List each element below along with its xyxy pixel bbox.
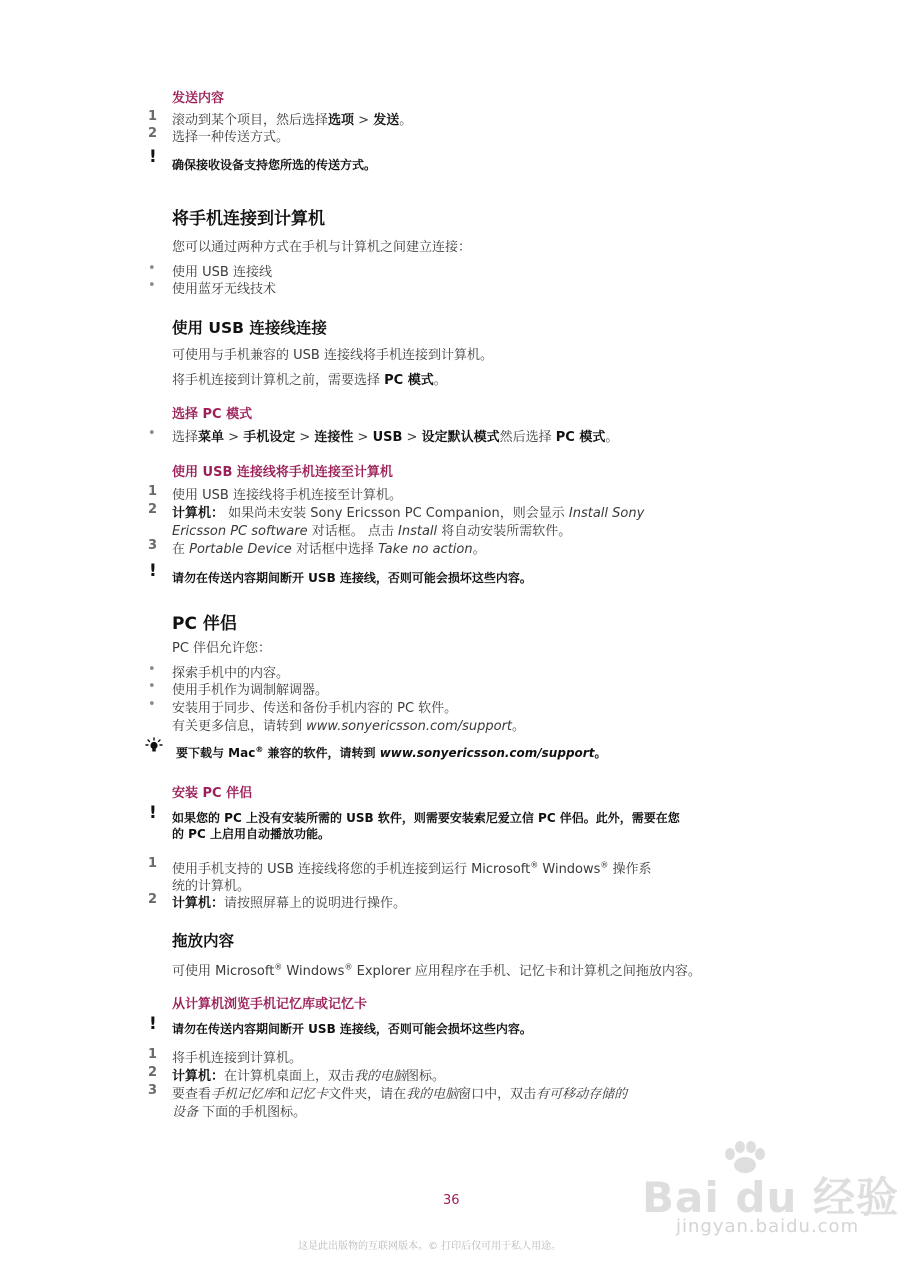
install-step-2: 计算机：请按照屏幕上的说明进行操作。 bbox=[172, 896, 407, 911]
browse-heading: 从计算机浏览手机记忆库或记忆卡 bbox=[172, 997, 368, 1012]
usbconn-step-1: 使用 USB 连接线将手机连接至计算机。 bbox=[172, 488, 402, 503]
pc-intro: PC 伴侣允许您： bbox=[172, 641, 272, 656]
step-number: 1 bbox=[148, 1047, 158, 1062]
step-number: 1 bbox=[148, 484, 158, 499]
pc-bullet-3: 安装用于同步、传送和备份手机内容的 PC 软件。 bbox=[172, 701, 458, 716]
exclamation-icon: ! bbox=[149, 147, 157, 167]
install-step-1-line-2: 统的计算机。 bbox=[172, 879, 251, 894]
pc-bullet-2: 使用手机作为调制解调器。 bbox=[172, 683, 329, 698]
usb-paragraph-1: 可使用与手机兼容的 USB 连接线将手机连接到计算机。 bbox=[172, 348, 493, 363]
bullet: • bbox=[148, 662, 156, 677]
bullet: • bbox=[148, 697, 156, 712]
page-footer: 这是此出版物的互联网版本。© 打印后仅可用于私人用途。 bbox=[298, 1241, 562, 1252]
step-number: 1 bbox=[148, 856, 158, 871]
bullet: • bbox=[148, 261, 156, 276]
install-note-line-2: 的 PC 上启用自动播放功能。 bbox=[172, 827, 330, 841]
pc-bullet-1: 探索手机中的内容。 bbox=[172, 666, 290, 681]
pc-more-info: 有关更多信息，请转到 www.sonyericsson.com/support。 bbox=[172, 719, 526, 734]
exclamation-icon: ! bbox=[149, 803, 157, 823]
usbconn-heading: 使用 USB 连接线将手机连接至计算机 bbox=[172, 465, 393, 480]
exclamation-icon: ! bbox=[149, 561, 157, 581]
send-heading: 发送内容 bbox=[172, 91, 225, 106]
browse-step-3-line-1: 要查看手机记忆库和记忆卡文件夹，请在我的电脑窗口中，双击有可移动存储的 bbox=[172, 1087, 628, 1102]
pc-tip: 要下载与 Mac® 兼容的软件，请转到 www.sonyericsson.com/support。 bbox=[176, 745, 607, 760]
usbconn-step-3: 在 Portable Device 对话框中选择 Take no action。 bbox=[172, 542, 486, 557]
install-note-line-1: 如果您的 PC 上没有安装所需的 USB 软件，则需要安装索尼爱立信 PC 伴侣。此外，需要在您 bbox=[172, 811, 680, 825]
step-number: 2 bbox=[148, 126, 158, 141]
connect-bullet-bluetooth: 使用蓝牙无线技术 bbox=[172, 282, 277, 297]
install-step-1-line-1: 使用手机支持的 USB 连接线将您的手机连接到运行 Microsoft® Windows® 操作系 bbox=[172, 860, 652, 877]
paw-icon bbox=[718, 1140, 770, 1174]
dragdrop-paragraph: 可使用 Microsoft® Windows® Explorer 应用程序在手机、记忆卡和计算机之间拖放内容。 bbox=[172, 962, 701, 979]
watermark-brand: Bai du 经验 bbox=[642, 1173, 899, 1222]
browse-step-1: 将手机连接到计算机。 bbox=[172, 1051, 303, 1066]
browse-step-3-line-2: 设备 下面的手机图标。 bbox=[172, 1105, 307, 1120]
browse-step-2: 计算机：在计算机桌面上，双击我的电脑图标。 bbox=[172, 1069, 446, 1084]
step-number: 2 bbox=[148, 1065, 158, 1080]
send-step-1: 滚动到某个项目，然后选择选项 > 发送。 bbox=[172, 113, 413, 128]
page-number: 36 bbox=[443, 1193, 460, 1208]
send-note: 确保接收设备支持您所选的传送方式。 bbox=[172, 158, 377, 172]
pc-heading: PC 伴侣 bbox=[172, 614, 237, 634]
usbconn-note: 请勿在传送内容期间断开 USB 连接线，否则可能会损坏这些内容。 bbox=[172, 571, 532, 585]
usb-paragraph-2: 将手机连接到计算机之前，需要选择 PC 模式。 bbox=[172, 373, 447, 388]
browse-note: 请勿在传送内容期间断开 USB 连接线，否则可能会损坏这些内容。 bbox=[172, 1022, 532, 1036]
bullet: • bbox=[148, 426, 156, 441]
lightbulb-icon bbox=[144, 737, 164, 755]
install-heading: 安装 PC 伴侣 bbox=[172, 786, 253, 801]
pcmode-path: 选择菜单 > 手机设定 > 连接性 > USB > 设定默认模式然后选择 PC 模式。 bbox=[172, 430, 619, 445]
step-number: 1 bbox=[148, 109, 158, 124]
bullet: • bbox=[148, 679, 156, 694]
connect-heading: 将手机连接到计算机 bbox=[172, 209, 325, 229]
step-number: 3 bbox=[148, 538, 158, 553]
dragdrop-heading: 拖放内容 bbox=[172, 932, 235, 950]
step-number: 2 bbox=[148, 892, 158, 907]
pcmode-heading: 选择 PC 模式 bbox=[172, 407, 253, 422]
watermark-url: jingyan.baidu.com bbox=[676, 1216, 860, 1237]
step-number: 3 bbox=[148, 1083, 158, 1098]
usb-heading: 使用 USB 连接线连接 bbox=[172, 319, 327, 337]
step-number: 2 bbox=[148, 502, 158, 517]
connect-bullet-usb: 使用 USB 连接线 bbox=[172, 265, 272, 280]
exclamation-icon: ! bbox=[149, 1014, 157, 1034]
bullet: • bbox=[148, 278, 156, 293]
connect-intro: 您可以通过两种方式在手机与计算机之间建立连接： bbox=[172, 240, 472, 255]
send-step-2: 选择一种传送方式。 bbox=[172, 130, 290, 145]
usbconn-step-2-line-2: Ericsson PC software 对话框。 点击 Install 将自动安装所需软件。 bbox=[172, 524, 572, 539]
usbconn-step-2-line-1: 计算机： 如果尚未安装 Sony Ericsson PC Companion，则会显示 Install Sony bbox=[172, 506, 645, 521]
